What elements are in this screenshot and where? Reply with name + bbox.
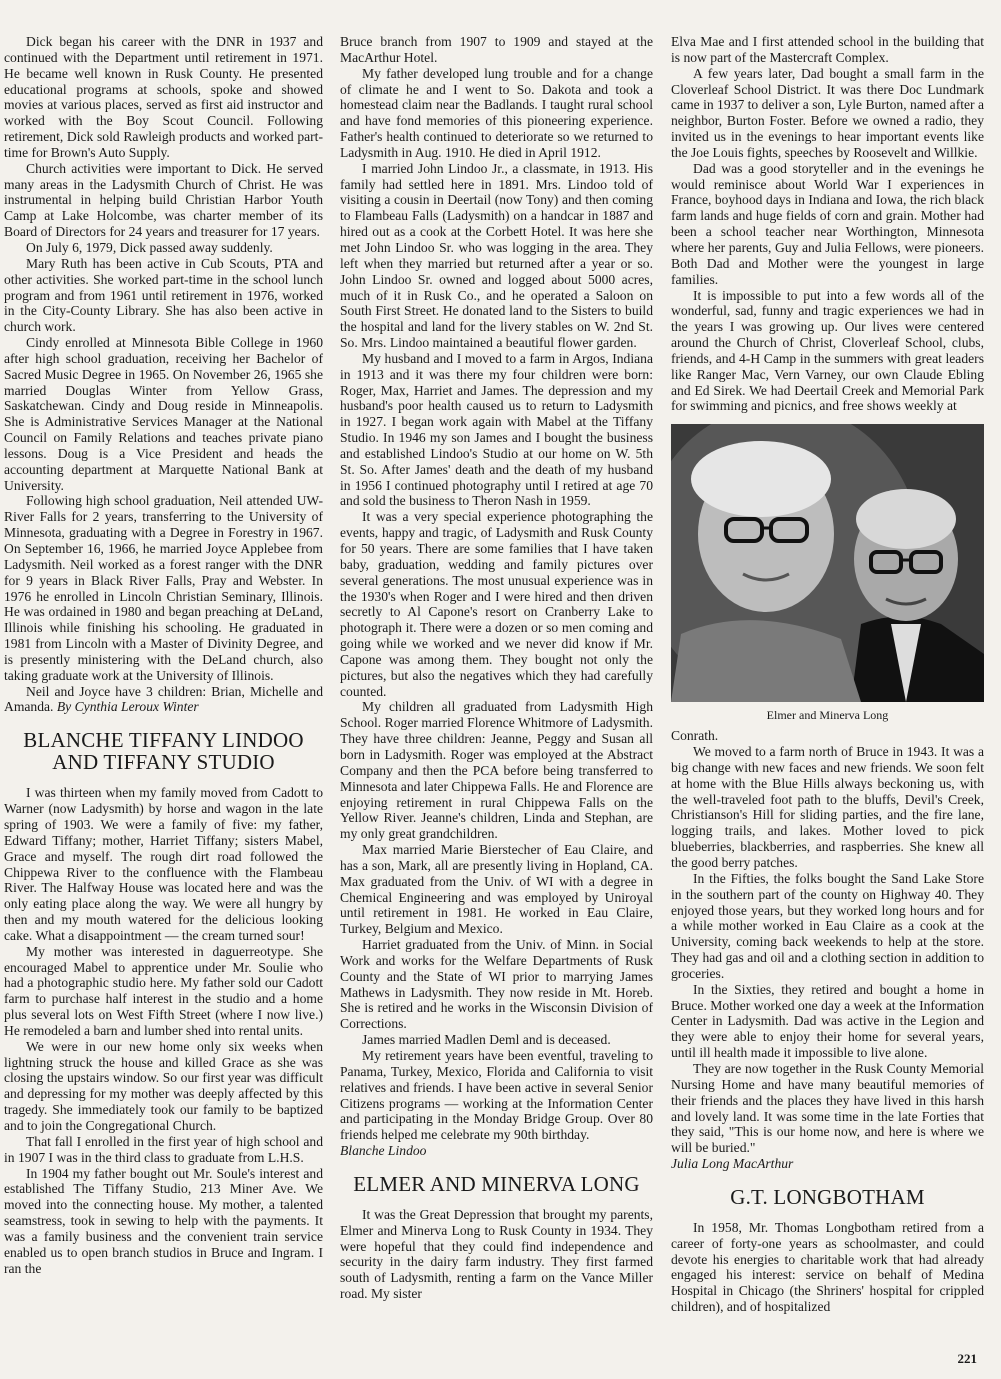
paragraph: My father developed lung trouble and for a change of climate he and I went to So. Dakota and took a homestead claim near the Badlands. I taught rural school and have fond memories of this pioneering experience. Father's health continued to deteriorate so we returned to Ladysmith in Aug. 1910. He died in April 1912. xyxy=(340,65,653,160)
photo-caption: Elmer and Minerva Long xyxy=(766,708,889,723)
paragraph: Following high school graduation, Neil attended UW-River Falls for 2 years, transferring to the University of Minnesota, graduating with a Degree in Forestry in 1967. On September 16, 1966, he married Joyce Applebee from Ladysmith. Neil worked as a forest ranger with the DNR for 9 years in Black River Falls, Pray and Webster. In 1976 he enrolled in Lincoln Christian Seminary, Illinois. He was ordained in 1980 and began preaching at DeLand, Illinois while finishing his schooling. He graduated in 1981 from Lincoln with a Master of Divinity Degree, and is presently ministering with the DeLand church, also taking graduate work at the University of Illinois. xyxy=(4,493,323,683)
paragraph: I was thirteen when my family moved from Cadott to Warner (now Ladysmith) by horse and wagon in the late spring of 1903. We were a family of five: my father, Edward Tiffany; mother, Harriet Tiffany; sisters Mabel, Grace and myself. The rough dirt road followed the Chippewa River to the confluence with the Flambeau River. The Halfway House was located here and was the only eating place along the way. We were all hungry by then and my mouth watered for the delicious looking cake. What a disappointment — the cream turned sour! xyxy=(4,785,323,943)
section-heading: ELMER AND MINERVA LONG xyxy=(353,1171,640,1196)
paragraph: Church activities were important to Dick. He served many areas in the Ladysmith Church of Christ. He was instrumental in helping build Christian Harbor Youth Camp at Lake Holcombe, was charter member of its Board of Directors for 24 years and treasurer for 17 years. xyxy=(4,160,323,240)
paragraph-text: Neil and Joyce have 3 children: Brian, Michelle and Amanda. xyxy=(4,683,323,715)
paragraph: We moved to a farm north of Bruce in 1943. It was a big change with new faces and new friends. We soon felt at home with the Blue Hills always beckoning us, with the well-traveled foot path to the bluffs, Devil's Creek, Christianson's Hill for sliding parties, and the fire lane, logging trails, and lakes. Mother loved to pick blueberries, blackberries, and raspberries. She knew all the good berry patches. xyxy=(671,744,984,870)
paragraph: Cindy enrolled at Minnesota Bible College in 1960 after high school graduation, receiving her Bachelor of Sacred Music Degree in 1965. On November 26, 1965 she married Douglas Winter from Yellow Grass, Saskatchewan. Cindy and Doug reside in Minneapolis. She is Administrative Services Manager at the National Council on Family Relations and teaches private piano lessons. Doug is a Vice President and heads the accounting department at Marquette National Bank at University. xyxy=(4,335,323,493)
paragraph: I married John Lindoo Jr., a classmate, in 1913. His family had settled here in 1891. Mrs. Lindoo told of visiting a cousin in Deertail (now Tony) and then coming to Flambeau Falls (Ladysmith) on a handcar in 1887 and hired out as a cook at the Corbett Hotel. It was here she met John Lindoo Sr. who was logging in the area. They left when they married but returned after a year or so. John Lindoo Sr. owned and logged about 5000 acres, much of it in Rusk Co., and he operated a Saloon on South First Street. He donated land to the Sisters to build the hospital and land for the livery stables on W. 2nd St. So. Mrs. Lindoo maintained a beautiful flower garden. xyxy=(340,160,653,351)
column-1 xyxy=(4,34,323,1276)
paragraph: It was a very special experience photographing the events, happy and tragic, of Ladysmith and Rusk County for 50 years. There are some families that I have taken baby, graduation, wedding and family pictures over several generations. The most unusual experience was in the 1930's when Roger and I were hired and then driven secretly to Al Capone's resort on Cranberry Lake to photograph it. There were a dozen or so men coming and going while we worked and we never did know if Mr. Capone was among them. They bought not only the pictures, but also the negatives which they had carefully counted. xyxy=(340,509,653,699)
section-heading: G.T. LONGBOTHAM xyxy=(730,1184,925,1209)
paragraph: James married Madlen Deml and is deceased. xyxy=(362,1032,611,1048)
signature: Julia Long MacArthur xyxy=(671,1156,794,1172)
paragraph: Elva Mae and I first attended school in the building that is now part of the Mastercraft Complex. xyxy=(671,34,984,65)
paragraph: It was the Great Depression that brought my parents, Elmer and Minerva Long to Rusk County in 1934. They were hopeful that they could find independence and security in the dairy farm industry. They first farmed south of Ladysmith, renting a farm on the Vance Miller road. My sister xyxy=(340,1206,653,1302)
paragraph: My children all graduated from Ladysmith High School. Roger married Florence Whitmore of Ladysmith. They have three children: Jeanne, Peggy and Susan all born in Ladysmith. Roger was employed at the Abstract Company and then the PCA before being transferred to Minnesota and later Chippewa Falls. He and Florence are enjoying retirement in rural Chippewa Falls on the Yellow River. Jeanne's children, Linda and Stephan, are my only great grandchildren. xyxy=(340,699,653,842)
portrait-illustration xyxy=(671,424,984,702)
paragraph: In the Sixties, they retired and bought a home in Bruce. Mother worked one day a week at the Information Center in Ladysmith. Dad was active in the Legion and they were able to enjoy their home for several years, until ill health made it impossible to live alone. xyxy=(671,981,984,1061)
paragraph: In 1904 my father bought out Mr. Soule's interest and established The Tiffany Studio, 213 Miner Ave. We moved into the connecting house. My mother, a talented seamstress, took in sewing to help with the payments. It was a family business and the convenient train service enabled us to open branch studios in Bruce and Ingram. I ran the xyxy=(4,1165,323,1276)
paragraph: On July 6, 1979, Dick passed away suddenly. xyxy=(26,239,273,255)
paragraph: Dad was a good storyteller and in the evenings he would reminisce about World War I experiences in France, boyhood days in Indiana and Iowa, the rich black farm lands and huge fields of corn and grain. Mother had been a school teacher near Worthington, Minnesota where her parents, Guy and Julia Fellows, were pioneers. Both Dad and Mother were the youngest in large families. xyxy=(671,160,984,287)
paragraph: In the Fifties, the folks bought the Sand Lake Store in the southern part of the county on Highway 40. They enjoyed those years, but they worked long hours and for a while mother worked in Eau Claire as a cook at the University, coming back weekends to help at the store. They had gas and oil and a clothing section in addition to groceries. xyxy=(671,870,984,981)
column-3 xyxy=(671,34,984,1315)
paragraph: Dick began his career with the DNR in 1937 and continued with the Department until retirement in 1971. He became well known in Rusk County. He presented educational programs at schools, spoke and showed movies at various places, served as first aid instructor and worked with the Boy Scout Council. Following retirement, Dick sold Rawleigh products and worked part-time for Brown's Auto Supply. xyxy=(4,34,323,160)
paragraph: Max married Marie Bierstecher of Eau Claire, and has a son, Mark, all are presently living in Hopland, CA. Max graduated from the Univ. of WI with a degree in Chemical Engineering and was employed by Uniroyal until retirement in 1981. He worked in Eau Claire, Turkey, Belgium and Mexico. xyxy=(340,842,653,937)
portrait-photo xyxy=(671,424,984,702)
paragraph: We were in our new home only six weeks when lightning struck the house and killed Grace as she was closing the upstairs window. So our first year was difficult and depressing for my mother was deeply affected by this tragedy. She immediately took our family to be baptized and to join the Congregational Church. xyxy=(4,1038,323,1133)
page-number: 221 xyxy=(957,1351,977,1366)
byline: By Cynthia Leroux Winter xyxy=(56,699,199,715)
paragraph: That fall I enrolled in the first year of high school and in 1907 I was in the third class to graduate from L.H.S. xyxy=(4,1133,323,1165)
paragraph: Mary Ruth has been active in Cub Scouts, PTA and other activities. She worked part-time in the school lunch program and from 1961 until retirement in 1976, worked in the City-County Library. She has also been active in church work. xyxy=(4,255,323,335)
paragraph: In 1958, Mr. Thomas Longbotham retired from a career of forty-one years as schoolmaster, and could devote his energies to charitable work that had already engaged his interest: service on behalf of Medina Hospital in Chicago (the Shriners' hospital for crippled children), and of hospitalized xyxy=(671,1219,984,1315)
paragraph: It is impossible to put into a few words all of the wonderful, sad, funny and tragic experiences we had in the years I was growing up. Our lives were centered around the Church of Christ, Cloverleaf School, clubs, friends, and 4-H Camp in the summers with great leaders like Ranger Mac, Vern Varney, our own Claude Ebling and Ed Sirek. We had Deertail Creek and Memorial Park for swimming and picnics, and free shows weekly at xyxy=(671,287,984,414)
signature: Blanche Lindoo xyxy=(340,1143,427,1159)
paragraph: My husband and I moved to a farm in Argos, Indiana in 1913 and it was there my four children were born: Roger, Max, Harriet and James. The depression and my husband's poor health caused us to return to Ladysmith in 1927. I began work again with Mabel at the Tiffany Studio. In 1946 my son James and I bought the business and established Lindoo's Studio at our home on W. 5th St. So. After James' death and the death of my husband in 1956 I continued photography until I retired at age 70 and sold the business to Theron Nash in 1959. xyxy=(340,350,653,509)
paragraph-with-byline xyxy=(4,684,323,716)
section-heading: BLANCHE TIFFANY LINDOO AND TIFFANY STUDIO xyxy=(23,728,304,775)
paragraph: Bruce branch from 1907 to 1909 and stayed at the MacArthur Hotel. xyxy=(340,34,653,65)
column-2 xyxy=(340,34,653,1302)
paragraph: They are now together in the Rusk County Memorial Nursing Home and have many beautiful memories of their friends and the places they have lived in this harsh and lovely land. It was some time in the late Forties that they said, "This is our home now, and here is where we will be buried." xyxy=(671,1060,984,1156)
paragraph: My mother was interested in daguerreotype. She encouraged Mabel to apprentice under Mr. Soulie who had a photographic studio here. My father sold our Cadott farm to purchase half interest in the studio and a home plus several lots on West Fifth Street (where I now live.) He remodeled a barn and lumber shed into rental units. xyxy=(4,943,323,1038)
paragraph: A few years later, Dad bought a small farm in the Cloverleaf School District. It was there Doc Lundmark came in 1937 to deliver a son, Lyle Burton, named after a neighbor, Burton Foster. Before we owned a radio, they invited us in the evenings to hear important events like the Joe Louis fights, speeches by Roosevelt and Willkie. xyxy=(671,65,984,160)
paragraph: My retirement years have been eventful, traveling to Panama, Turkey, Mexico, Florida and California to visit relatives and friends. I have been active in several Senior Citizens programs — working at the Information Center and participating in the Monday Bridge Group. Over 80 friends helped me celebrate my 90th birthday. xyxy=(340,1048,653,1143)
paragraph: Conrath. xyxy=(671,728,719,744)
paragraph: Harriet graduated from the Univ. of Minn. in Social Work and works for the Welfare Departments of Rusk County and the State of WI prior to marrying James Mathews in Ladysmith. They now reside in Mt. Horeb. She is retired and he works in the Wisconsin Division of Corrections. xyxy=(340,937,653,1032)
